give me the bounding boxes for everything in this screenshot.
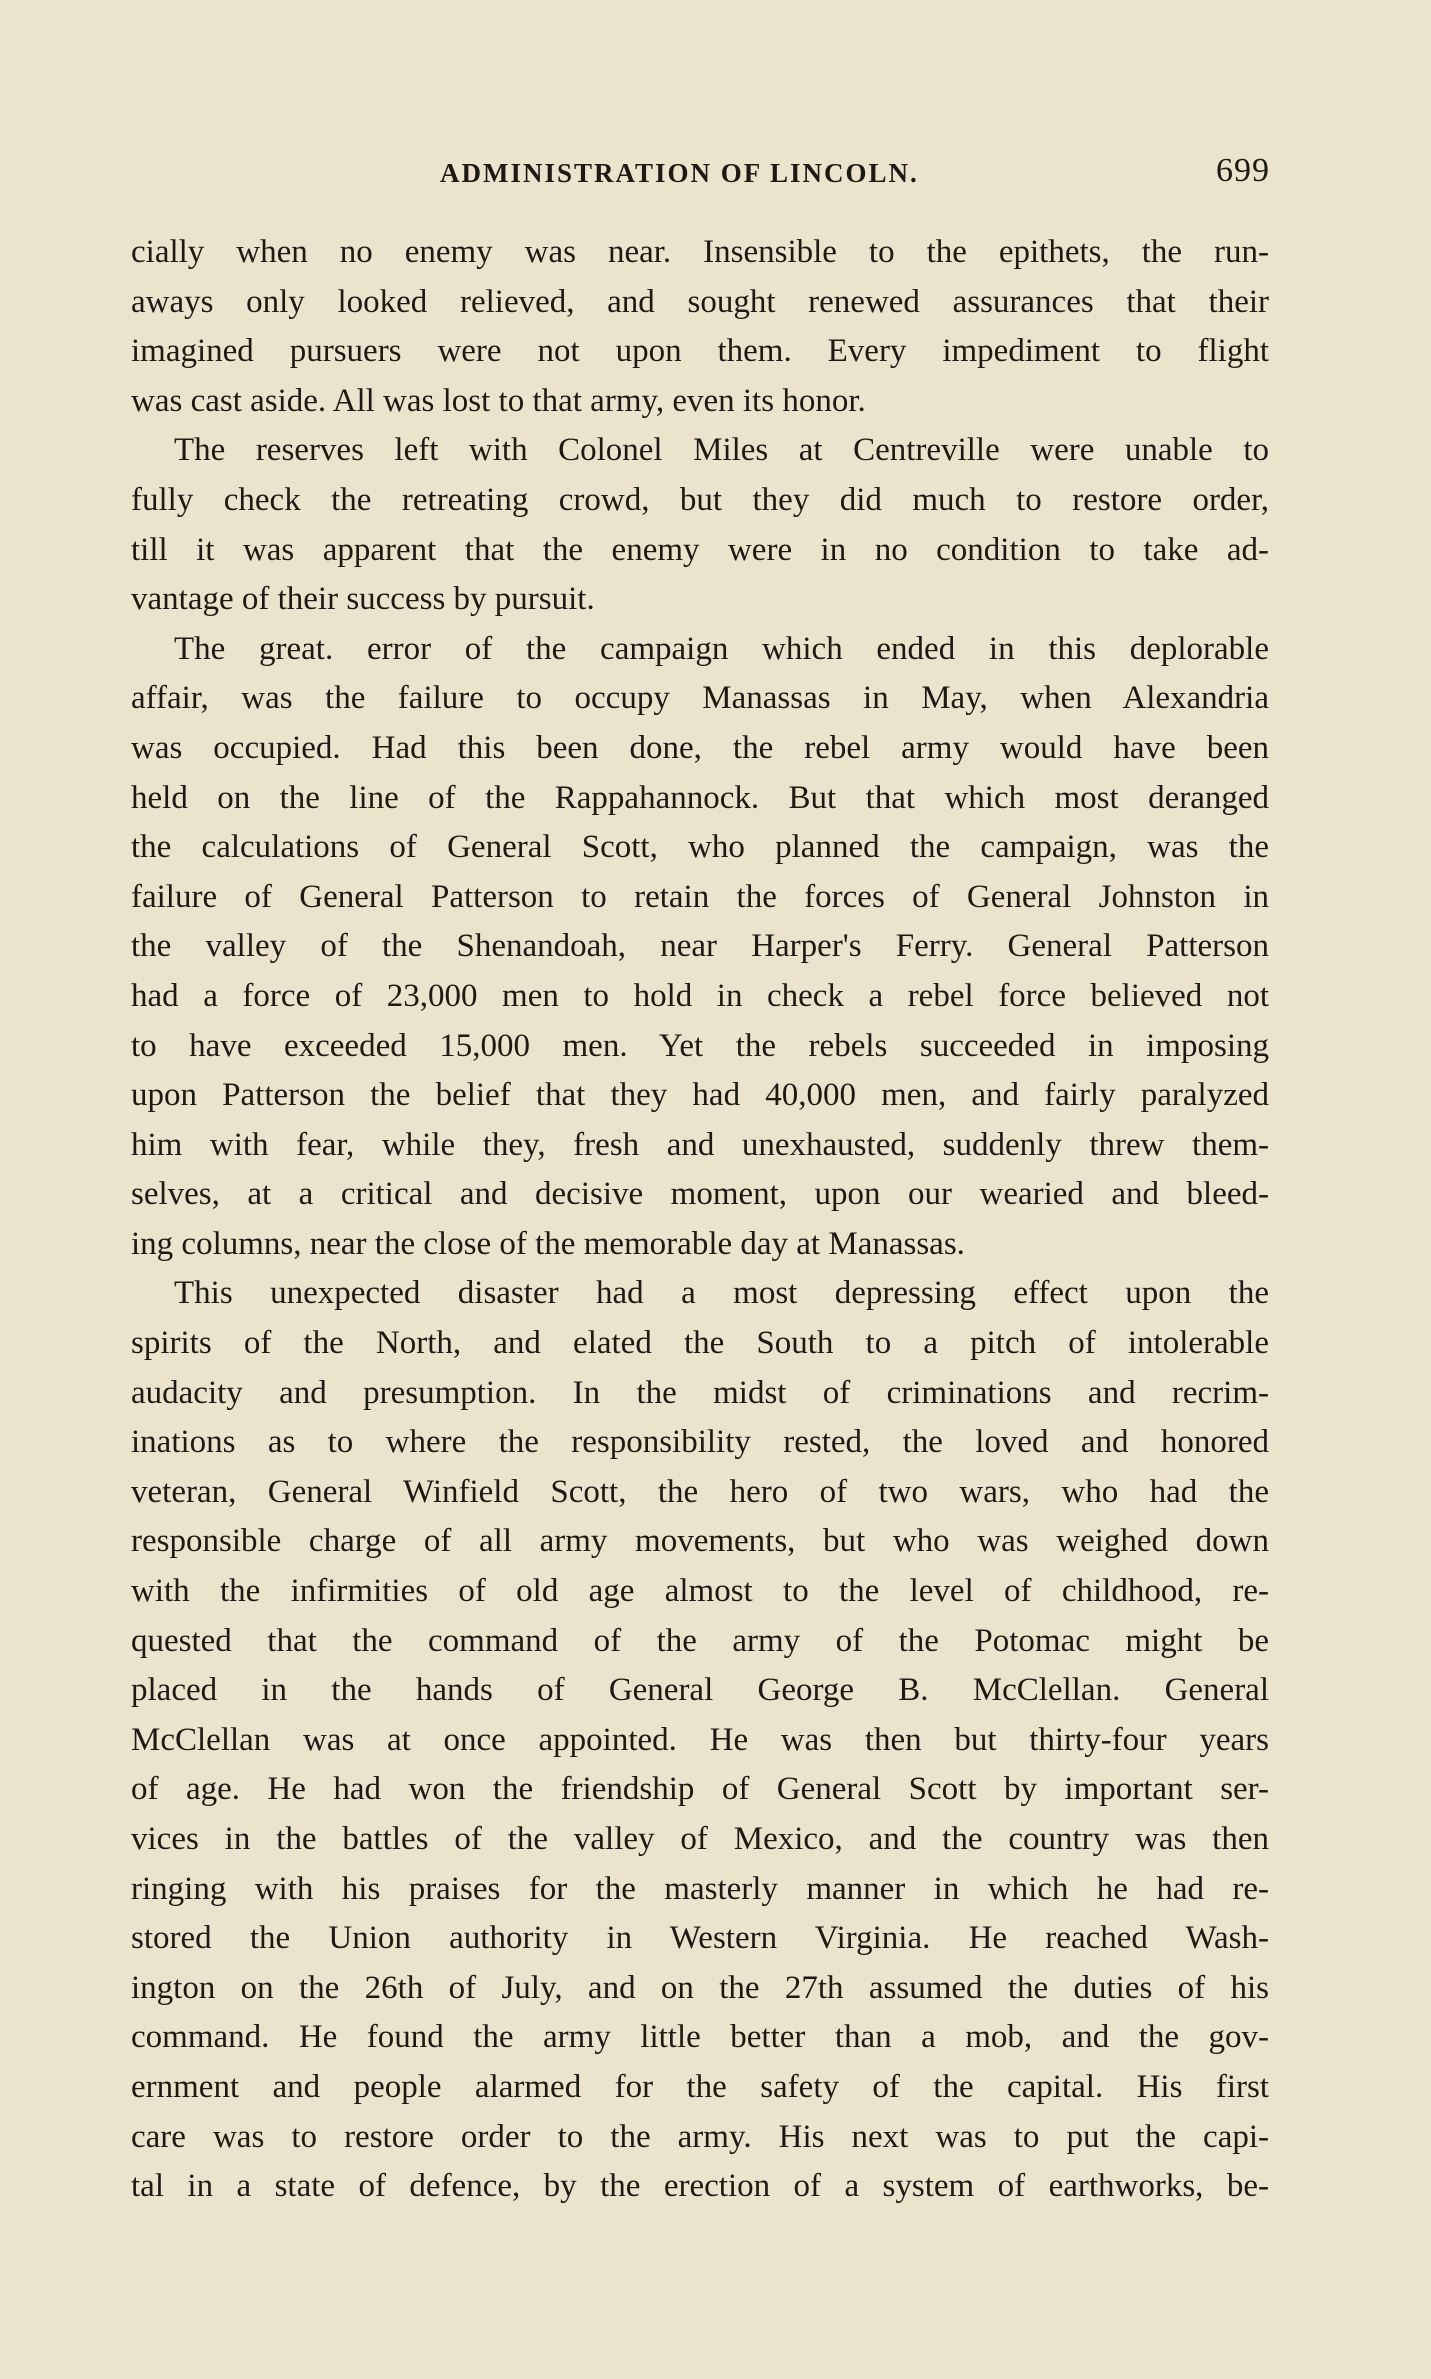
text-line: The reserves left with Colonel Miles at Centreville were unable to — [174, 432, 1269, 469]
text-line: imagined pursuers were not upon them. Every impediment to flight — [131, 333, 1269, 370]
text-line: held on the line of the Rappahannock. But that which most deranged — [131, 779, 1269, 816]
text-line: tal in a state of defence, by the erection of a system of earthworks, be- — [131, 2168, 1269, 2205]
text-line: had a force of 23,000 men to hold in check a rebel force believed not — [131, 977, 1269, 1014]
text-line: ringing with his praises for the masterly manner in which he had re- — [131, 1870, 1269, 1907]
running-title: ADMINISTRATION OF LINCOLN. — [440, 158, 919, 188]
text-line: ing columns, near the close of the memorable day at Manassas. — [131, 1225, 965, 1262]
text-line: the valley of the Shenandoah, near Harper's Ferry. General Patterson — [131, 928, 1269, 965]
text-line: This unexpected disaster had a most depressing effect upon the — [174, 1275, 1269, 1312]
text-line: command. He found the army little better than a mob, and the gov- — [131, 2019, 1269, 2056]
text-line: care was to restore order to the army. His next was to put the capi- — [131, 2118, 1269, 2155]
text-line: vices in the battles of the valley of Mexico, and the country was then — [131, 1821, 1269, 1857]
text-line: McClellan was at once appointed. He was then but thirty-four years — [131, 1721, 1269, 1758]
text-line: stored the Union authority in Western Virginia. He reached Wash- — [131, 1920, 1269, 1957]
text-line: veteran, General Winfield Scott, the hero of two wars, who had the — [131, 1473, 1269, 1510]
text-line: was occupied. Had this been done, the rebel army would have been — [131, 729, 1269, 766]
text-line: ernment and people alarmed for the safety of the capital. His first — [131, 2068, 1269, 2105]
text-line: quested that the command of the army of the Potomac might be — [131, 1622, 1269, 1659]
text-line: of age. He had won the friendship of General Scott by important ser- — [131, 1771, 1269, 1808]
text-line: was cast aside. All was lost to that army, even its honor. — [131, 382, 866, 419]
page-number: 699 — [1216, 152, 1270, 189]
text-line: The great. error of the campaign which ended in this deplorable — [174, 630, 1269, 667]
text-line: placed in the hands of General George B. McClellan. General — [131, 1672, 1269, 1709]
text-line: failure of General Patterson to retain the forces of General Johnston in — [131, 878, 1269, 915]
text-line: affair, was the failure to occupy Manassas in May, when Alexandria — [131, 680, 1269, 717]
text-line: cially when no enemy was near. Insensible to the epithets, the run- — [131, 234, 1269, 270]
text-line: responsible charge of all army movements, but who was weighed down — [131, 1523, 1269, 1560]
text-line: selves, at a critical and decisive moment, upon our wearied and bleed- — [131, 1176, 1269, 1213]
text-line: with the infirmities of old age almost to the level of childhood, re- — [131, 1573, 1269, 1610]
running-head — [130, 152, 1270, 202]
text-line: aways only looked relieved, and sought renewed assurances that their — [131, 283, 1269, 320]
text-line: fully check the retreating crowd, but they did much to restore order, — [131, 481, 1269, 518]
text-line: upon Patterson the belief that they had 40,000 men, and fairly paralyzed — [131, 1077, 1269, 1114]
text-line: to have exceeded 15,000 men. Yet the rebels succeeded in imposing — [131, 1027, 1269, 1064]
text-line: vantage of their success by pursuit. — [131, 581, 595, 618]
text-line: audacity and presumption. In the midst of criminations and recrim- — [131, 1374, 1269, 1411]
body-text — [131, 228, 1269, 2212]
text-line: him with fear, while they, fresh and unexhausted, suddenly threw them- — [131, 1126, 1269, 1163]
text-line: inations as to where the responsibility rested, the loved and honored — [131, 1424, 1269, 1461]
text-line: spirits of the North, and elated the South to a pitch of intolerable — [131, 1325, 1269, 1362]
text-line: ington on the 26th of July, and on the 27th assumed the duties of his — [131, 1969, 1269, 2006]
text-line: the calculations of General Scott, who planned the campaign, was the — [131, 829, 1269, 866]
text-line: till it was apparent that the enemy were in no condition to take ad- — [131, 531, 1269, 568]
